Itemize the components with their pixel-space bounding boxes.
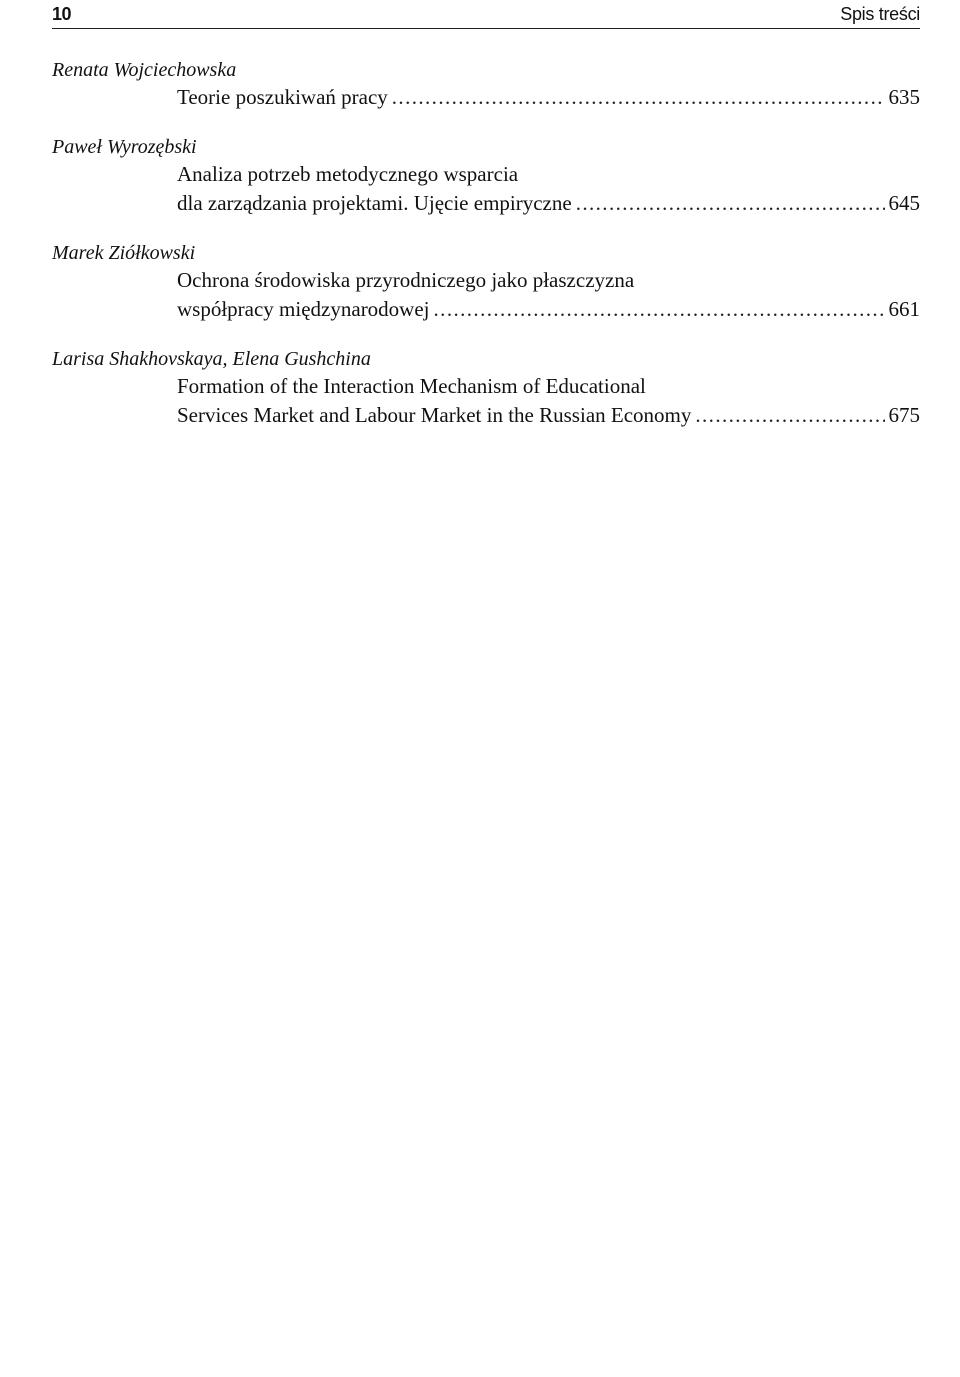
dot-leader	[392, 83, 885, 112]
entry-page-number: 635	[888, 85, 920, 109]
dot-leader	[434, 295, 885, 324]
entry-title-text: Services Market and Labour Market in the Russian Economy	[177, 403, 692, 427]
dot-leader	[576, 189, 885, 218]
entry-title-line	[177, 83, 920, 112]
toc-entry	[52, 57, 920, 112]
toc-entry	[52, 134, 920, 218]
dot-leader	[695, 401, 884, 430]
toc-entry	[52, 240, 920, 324]
page-number: 10	[52, 4, 72, 24]
entry-title-line	[177, 189, 920, 218]
entry-page-number: 645	[888, 191, 920, 215]
entry-author: Larisa Shakhovskaya, Elena Gushchina	[52, 348, 371, 370]
entry-title-text: współpracy międzynarodowej	[177, 297, 430, 321]
entry-page-number: 661	[888, 297, 920, 321]
entry-title-line	[177, 401, 920, 430]
entry-title-text: Teorie poszukiwań pracy	[177, 85, 388, 109]
entry-author: Marek Ziółkowski	[52, 242, 196, 264]
running-head: Spis treści	[840, 4, 920, 24]
entry-title-line: Formation of the Interaction Mechanism of Educational	[177, 374, 646, 398]
page-header	[52, 2, 920, 29]
entry-author: Paweł Wyrozębski	[52, 136, 197, 158]
entry-page-number: 675	[888, 403, 920, 427]
toc-entry	[52, 346, 920, 430]
entry-title-line	[177, 295, 920, 324]
table-of-contents	[52, 57, 920, 452]
entry-title-line: Ochrona środowiska przyrodniczego jako płaszczyzna	[177, 268, 635, 292]
entry-author: Renata Wojciechowska	[52, 59, 237, 81]
entry-title-text: dla zarządzania projektami. Ujęcie empiryczne	[177, 191, 572, 215]
entry-title-line: Analiza potrzeb metodycznego wsparcia	[177, 162, 519, 186]
